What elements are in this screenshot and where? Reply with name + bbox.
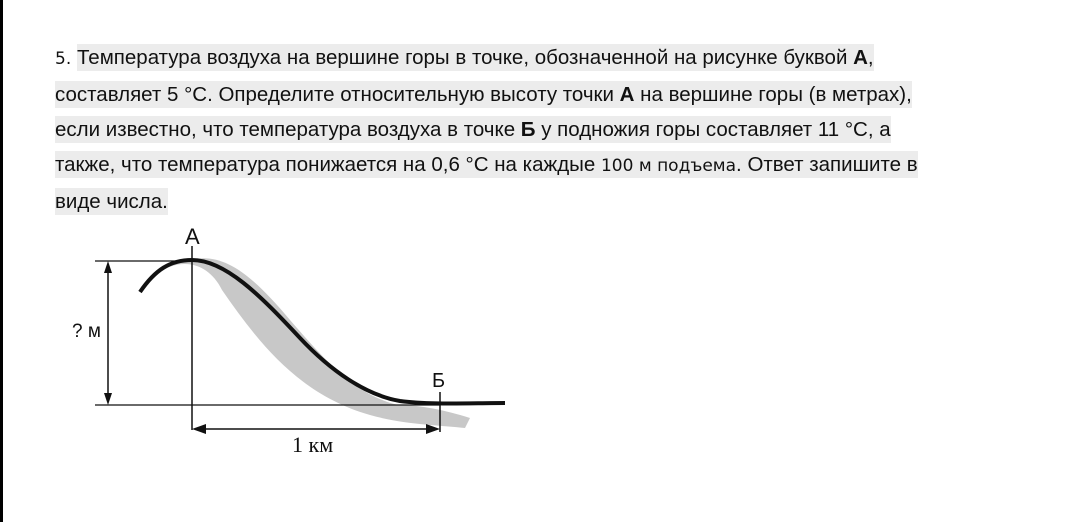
rate-text: 100 м подъема [600, 156, 737, 176]
height-arrow-down-head [104, 393, 112, 405]
distance-arrow-left-head [192, 424, 206, 434]
point-b-ref: Б [520, 118, 536, 141]
point-a-ref: А [853, 46, 868, 69]
label-b: Б [432, 370, 446, 392]
height-arrow-up-head [104, 261, 112, 273]
task-number: 5. [55, 49, 72, 69]
task-line-2: составляет 5 °С. Определите относительную высоту точки А на вершине горы (в метрах), [55, 83, 912, 106]
task-line-1: 5. Температура воздуха на вершине горы в точке, обозначенной на рисунке буквой А, [55, 46, 874, 69]
label-distance: 1 км [292, 432, 334, 457]
task-line-5: виде числа. [55, 190, 168, 213]
label-a: А [185, 224, 200, 249]
point-a-ref-2: А [619, 83, 635, 106]
task-line-4: также, что температура понижается на 0,6 °С на каждые 100 м подъема. Ответ запишите в [55, 153, 918, 176]
label-height: ? м [72, 321, 101, 342]
task-line-3: если известно, что температура воздуха в точке Б у подножия горы составляет 11 °С, а [55, 118, 891, 141]
